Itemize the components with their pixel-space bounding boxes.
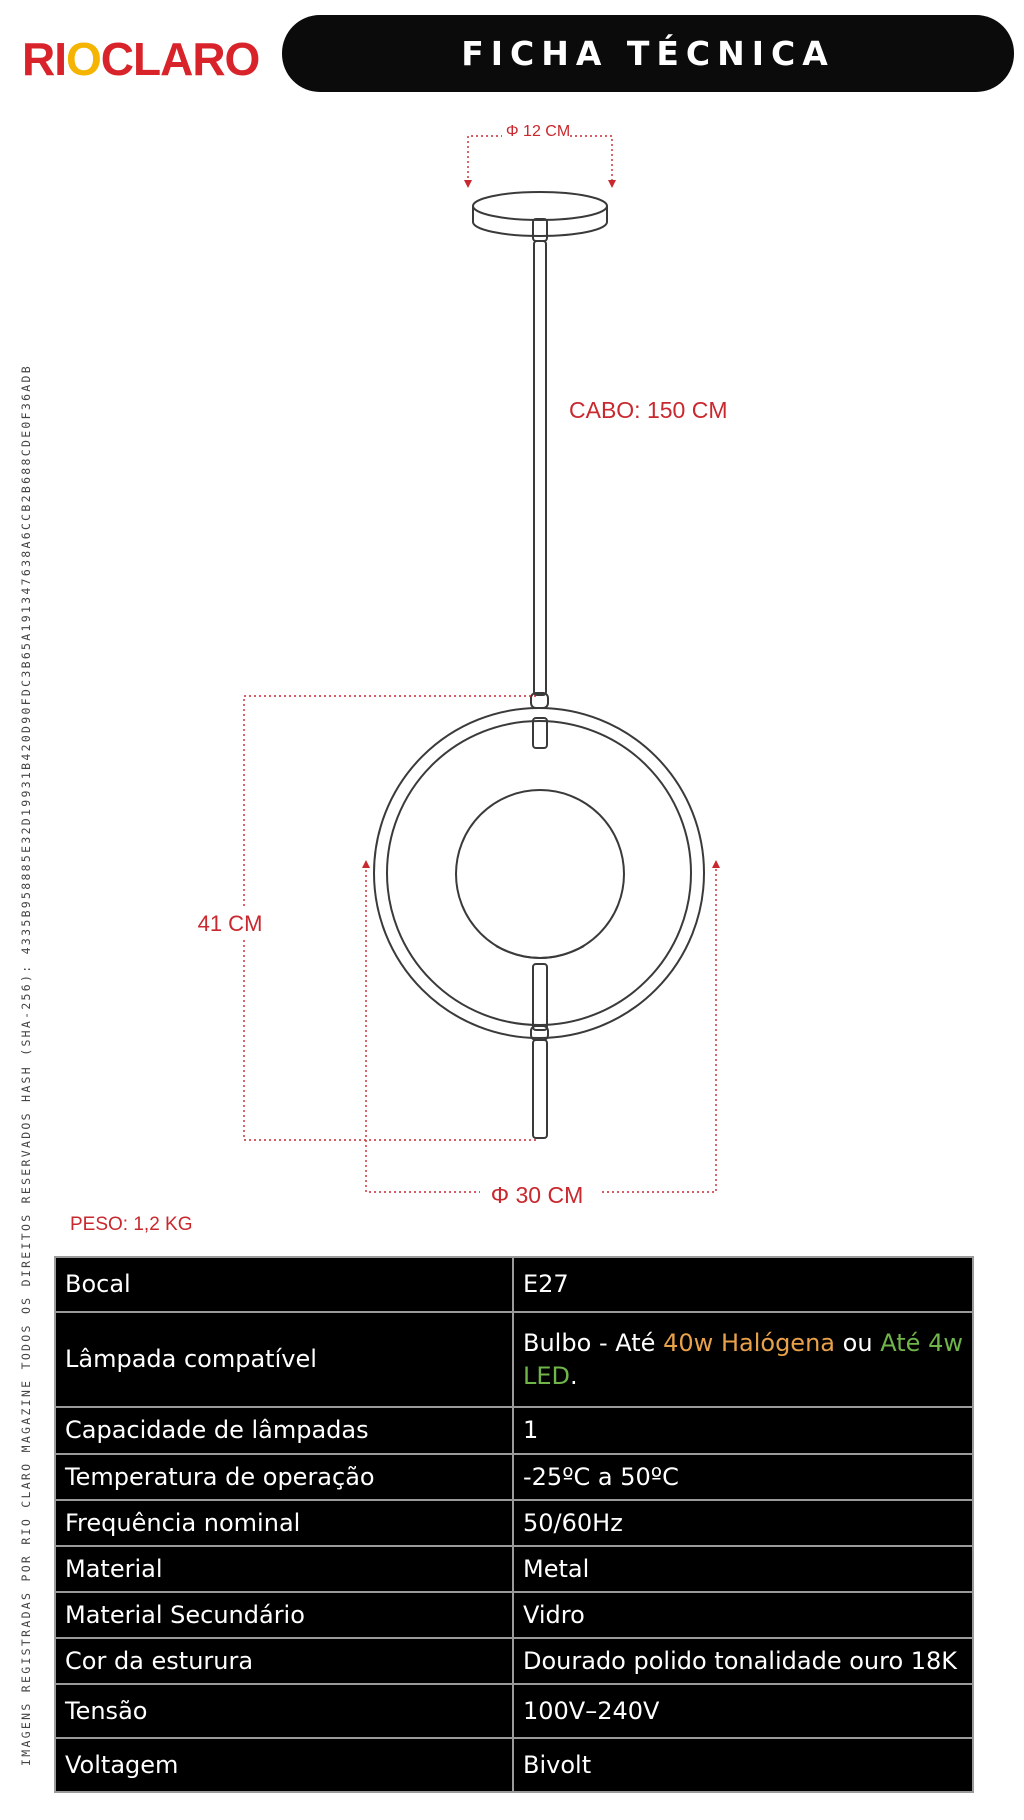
spec-label: Lâmpada compatível <box>55 1312 513 1407</box>
halogen-spec-text: 40w Halógena <box>663 1329 835 1358</box>
cable-rod <box>534 241 546 695</box>
glass-globe <box>456 790 624 958</box>
spec-label: Material Secundário <box>55 1592 513 1638</box>
table-row <box>55 1454 973 1500</box>
spec-value-text: ou <box>835 1329 881 1358</box>
canopy-diameter-label: Φ 12 CM <box>505 123 571 140</box>
spec-value: Metal <box>513 1546 973 1592</box>
table-row <box>55 1312 973 1407</box>
led-spec-text: Até 4w LED <box>523 1329 963 1390</box>
table-row <box>55 1257 973 1312</box>
canopy-dim-line <box>468 136 612 183</box>
spec-label: Capacidade de lâmpadas <box>55 1407 513 1454</box>
spec-label: Temperatura de operação <box>55 1454 513 1500</box>
inner-top-stub <box>533 718 547 748</box>
ring-dim-line <box>366 865 716 1192</box>
spec-value: Bivolt <box>513 1738 973 1792</box>
table-row <box>55 1684 973 1738</box>
ring-diameter-label: Φ 30 CM <box>490 1182 584 1208</box>
spec-value: 100V–240V <box>513 1684 973 1738</box>
spec-label: Tensão <box>55 1684 513 1738</box>
globe-holder <box>496 946 584 958</box>
page-title: FICHA TÉCNICA <box>282 15 1014 92</box>
spec-table <box>54 1256 974 1793</box>
spec-value: -25ºC a 50ºC <box>513 1454 973 1500</box>
spec-value: E27 <box>513 1257 973 1312</box>
spec-value: Vidro <box>513 1592 973 1638</box>
table-row <box>55 1407 973 1454</box>
outer-ring <box>374 708 704 1038</box>
lower-stem <box>533 964 547 1030</box>
table-row <box>55 1738 973 1792</box>
spec-value <box>513 1312 973 1407</box>
spec-value: 1 <box>513 1407 973 1454</box>
canopy-top <box>473 192 607 220</box>
cable-length-label: CABO: 150 CM <box>569 397 728 423</box>
spec-label: Cor da esturura <box>55 1638 513 1684</box>
table-row <box>55 1638 973 1684</box>
spec-label: Frequência nominal <box>55 1500 513 1546</box>
table-row <box>55 1500 973 1546</box>
height-dim-line <box>244 696 536 1140</box>
spec-value: 50/60Hz <box>513 1500 973 1546</box>
table-row <box>55 1592 973 1638</box>
copyright-hash-text: IMAGENS REGISTRADAS POR RIO CLARO MAGAZINE TODOS OS DIREITOS RESERVADOS HASH (SHA-256): 4335B958885E32D19931B420D90FDC3B65A191347638A6CCB2B688CDE0F36ADB <box>19 364 33 1766</box>
spec-label: Bocal <box>55 1257 513 1312</box>
weight-label: PESO: 1,2 KG <box>70 1214 193 1235</box>
spec-value: Dourado polido tonalidade ouro 18K <box>513 1638 973 1684</box>
table-row <box>55 1546 973 1592</box>
bottom-tail <box>533 1040 547 1138</box>
cable-connector <box>533 219 547 241</box>
spec-label: Voltagem <box>55 1738 513 1792</box>
brand-logo: RIOCLARO <box>22 33 260 85</box>
spec-label: Material <box>55 1546 513 1592</box>
height-label: 41 CM <box>197 911 263 936</box>
spec-value-text: . <box>570 1361 578 1390</box>
outer-ring-inner-edge <box>387 721 691 1025</box>
spec-value-text: Bulbo - Até <box>523 1329 664 1358</box>
